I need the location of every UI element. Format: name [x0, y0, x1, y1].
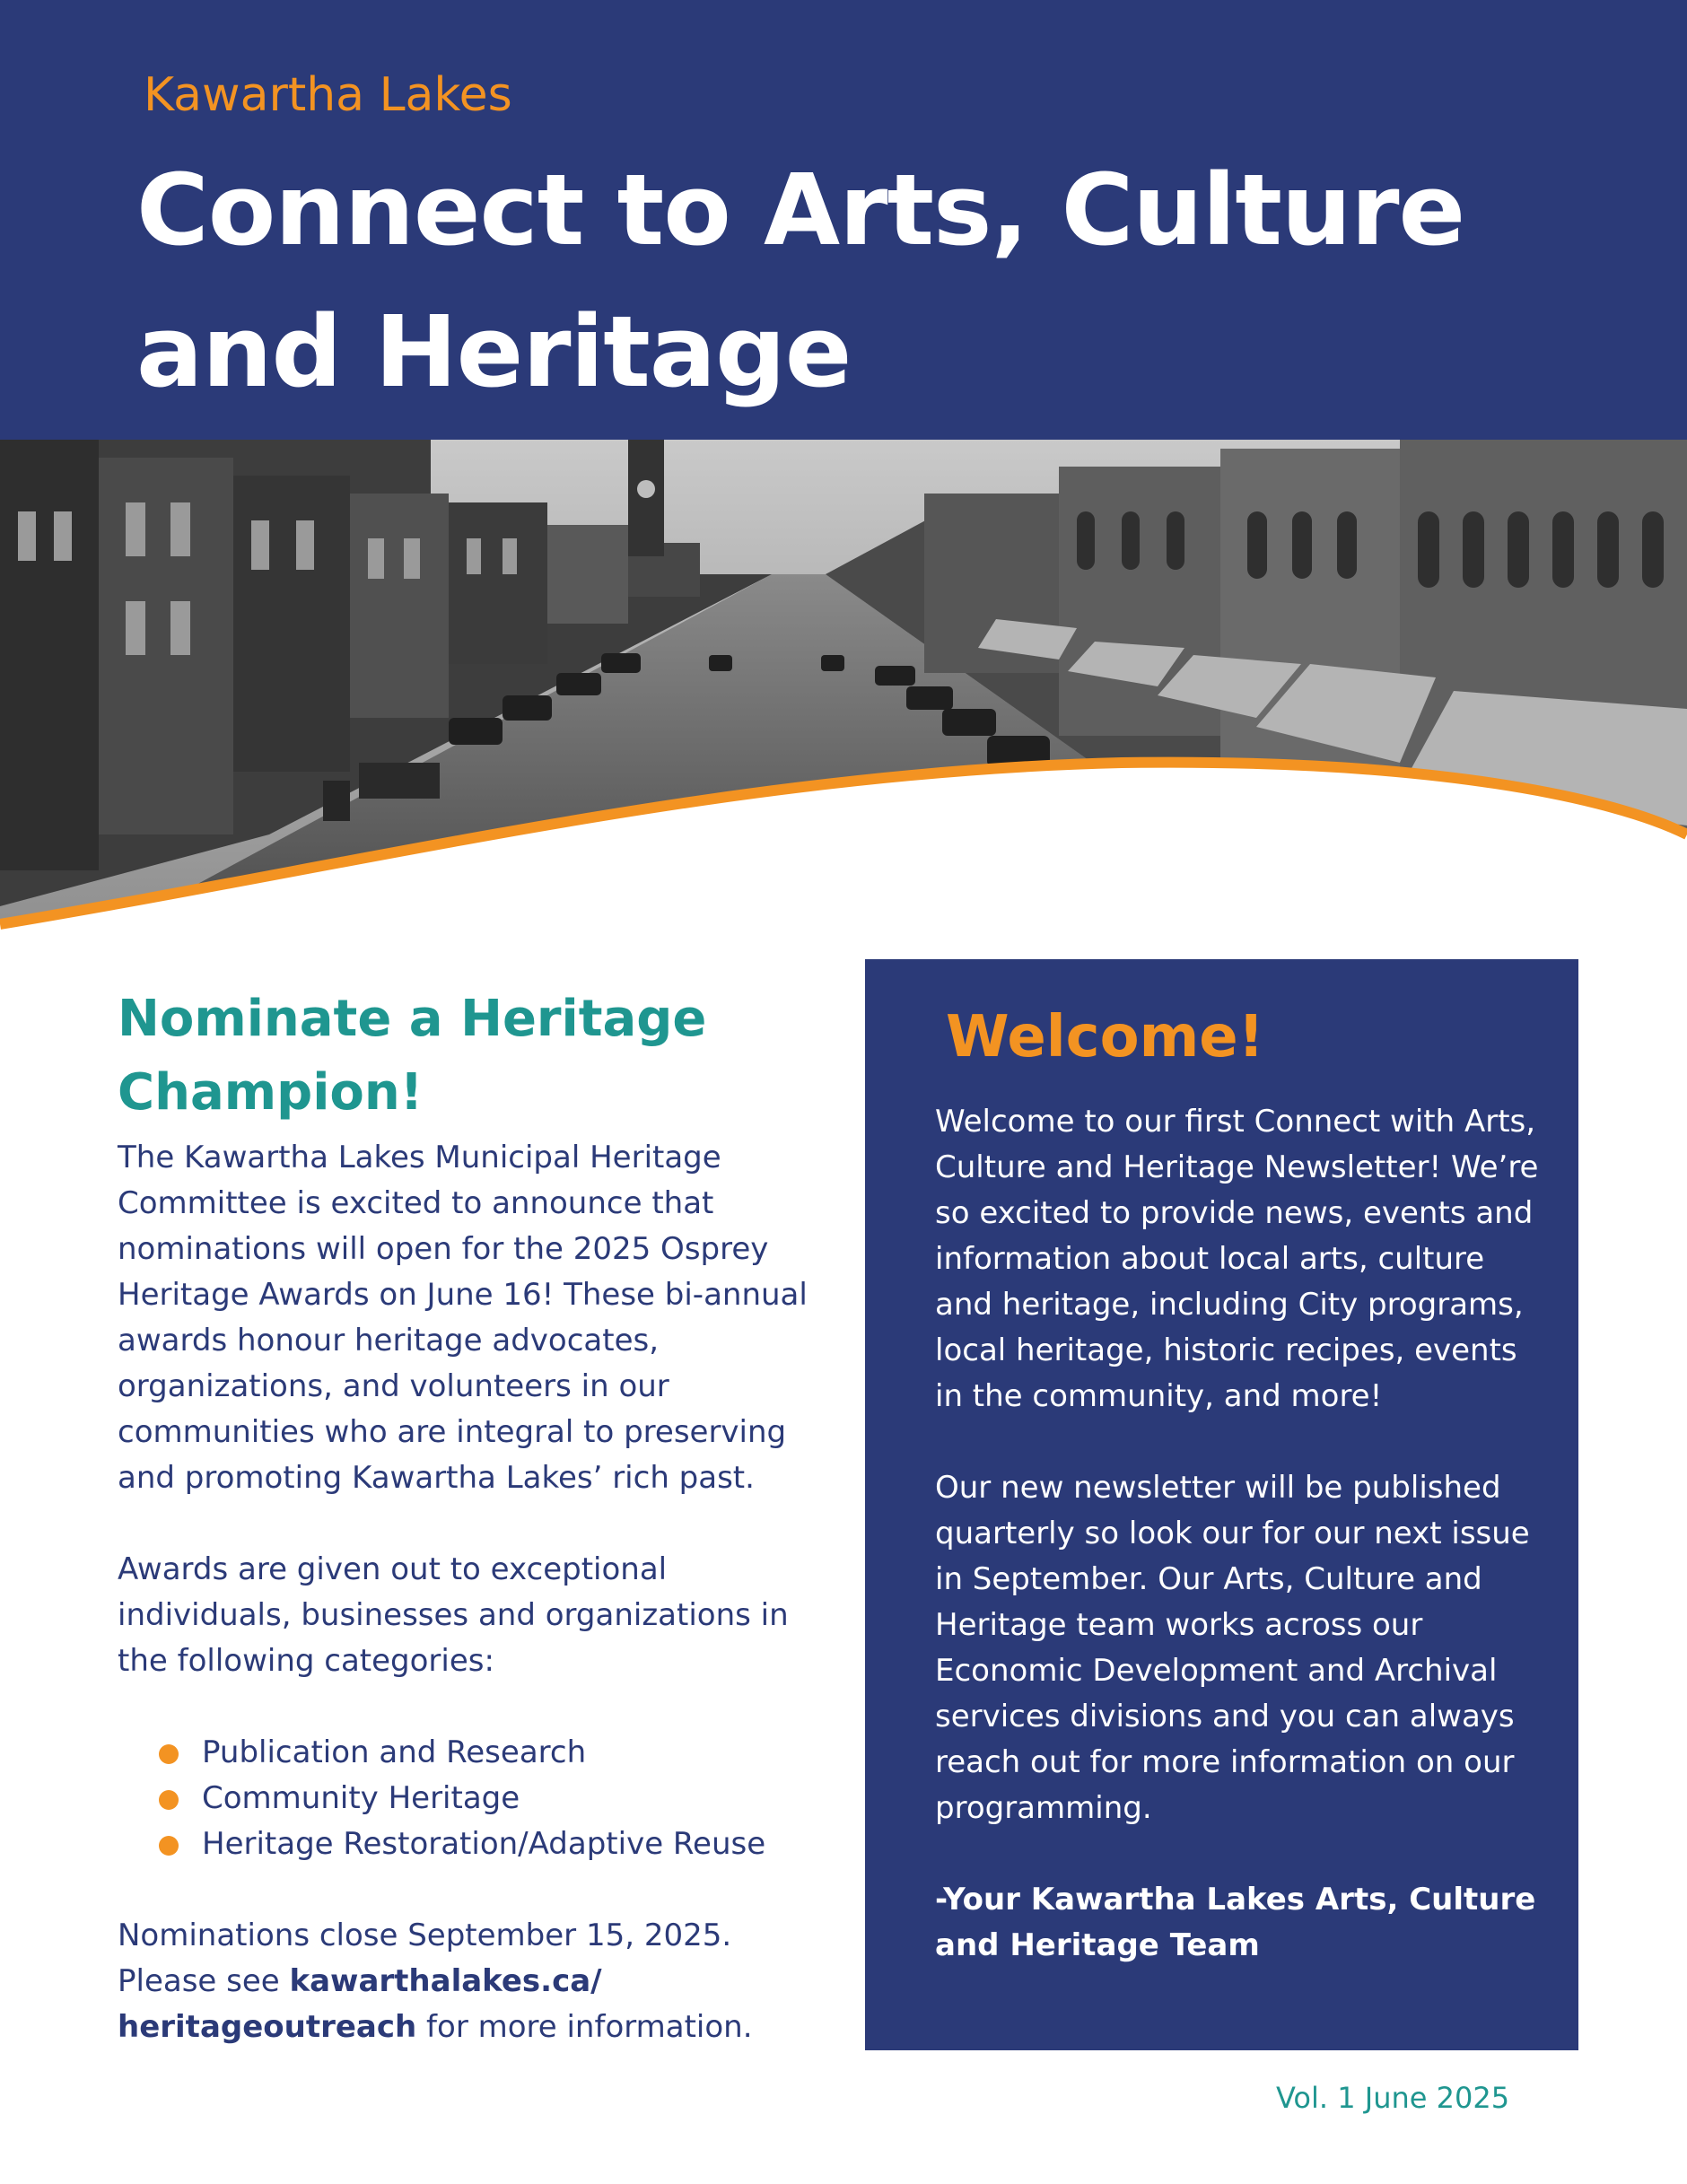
bullet-dot-icon [159, 1744, 179, 1764]
bullet-dot-icon [159, 1836, 179, 1856]
welcome-paragraph-1: Welcome to our first Connect with Arts, Culture and Heritage Newsletter! We’re so excited to provide news, events and information about local arts, culture and heritage, including City programs, local heritage, historic recipes, events in the community, and more! [935, 1104, 1539, 1414]
nominations-closing [118, 1913, 817, 2050]
welcome-panel [865, 959, 1578, 2050]
list-item [159, 1821, 817, 1867]
category-label: Heritage Restoration/Adaptive Reuse [202, 1826, 766, 1862]
nominate-paragraph-1: The Kawartha Lakes Municipal Heritage Committee is excited to announce that nominations will open for the 2025 Osprey Heritage Awards on June 16! These bi-annual awards honour heritage advocates, organizations, and volunteers in our communities who are integral to preserving and promoting Kawartha Lakes’ rich past. [118, 1140, 808, 1496]
nominate-paragraph-2: Awards are given out to exceptional individuals, businesses and organizations in the following categories: [118, 1551, 789, 1679]
category-label: Publication and Research [202, 1734, 587, 1770]
masthead-kicker: Kawartha Lakes [144, 68, 512, 122]
list-item [159, 1730, 817, 1776]
category-label: Community Heritage [202, 1780, 520, 1816]
heritage-outreach-link[interactable]: kawarthalakes.ca/ heritageoutreach [118, 1963, 602, 2045]
welcome-body [935, 1099, 1545, 1969]
bullet-dot-icon [159, 1790, 179, 1810]
nominate-heading: Nominate a Heritage Champion! [118, 990, 707, 1122]
closing-suffix: for more information. [416, 2009, 753, 2045]
welcome-paragraph-2: Our new newsletter will be published quarterly so look our for our next issue in September. Our Arts, Culture and Heritage team works across our Economic Development and Archival services divisions and you can always reach out for more information on our programming. [935, 1470, 1530, 1826]
welcome-heading: Welcome! [946, 1004, 1264, 1070]
award-categories-list [118, 1730, 817, 1867]
volume-date: Vol. 1 June 2025 [1276, 2081, 1510, 2115]
welcome-signoff: -Your Kawartha Lakes Arts, Culture and Heritage Team [935, 1882, 1536, 1963]
masthead [0, 0, 1687, 440]
closing-text: Nominations close September 15, 2025. Please see [118, 1918, 732, 1999]
nominate-section [118, 983, 817, 2050]
newsletter-title: Connect to Arts, Culture and Heritage [136, 153, 1465, 409]
historic-main-street-photo [0, 440, 1687, 942]
list-item [159, 1776, 817, 1821]
